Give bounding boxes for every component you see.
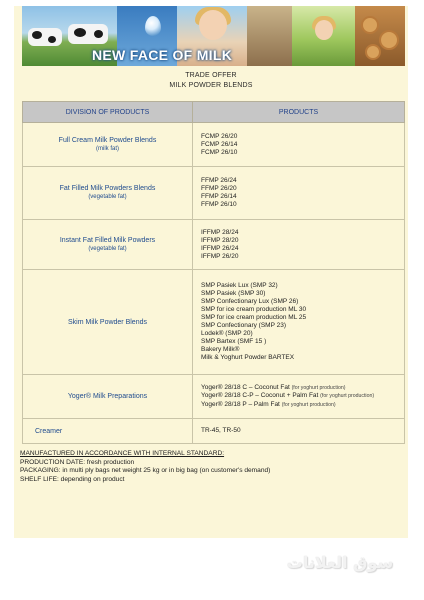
product-item: SMP Pasiek Lux (SMP 32) xyxy=(201,282,278,289)
column-header-products: PRODUCTS xyxy=(193,102,405,123)
product-item xyxy=(201,384,404,393)
division-name: Yoger® Milk Preparations xyxy=(67,393,148,400)
product-item: FFMP 26/20 xyxy=(201,185,237,192)
document-page xyxy=(14,6,408,538)
cow-illustration xyxy=(28,28,62,46)
product-item: IFFMP 28/20 xyxy=(201,236,239,244)
division-cell xyxy=(23,220,193,270)
header-banner xyxy=(22,6,405,66)
product-item: IFFMP 26/24 xyxy=(201,244,239,252)
offer-subtitle: MILK POWDER BLENDS xyxy=(169,82,253,89)
division-note: (vegetable fat) xyxy=(88,245,127,252)
product-note: (for yoghurt production) xyxy=(320,393,375,400)
table-row xyxy=(23,419,405,444)
product-item: SMP for ice cream production ML 30 xyxy=(201,306,307,313)
product-name: Yoger® 28/18 C-P – Coconut + Palm Fat xyxy=(201,392,319,400)
division-name: Creamer xyxy=(35,427,63,435)
product-item: Milk & Yoghurt Powder BARTEX xyxy=(201,354,295,361)
product-item: SMP Confectionary Lux (SMP 26) xyxy=(201,298,299,305)
product-item: FFMP 26/24 xyxy=(201,177,237,184)
table-row xyxy=(23,375,405,419)
table-row xyxy=(23,270,405,375)
banner-photo-field xyxy=(292,6,355,66)
division-cell xyxy=(23,270,193,375)
product-item: Bakery Milk® xyxy=(201,346,240,353)
product-note: (for yoghurt production) xyxy=(281,401,336,408)
products-cell xyxy=(193,220,405,270)
banner-photo-drink xyxy=(247,6,292,66)
division-name: Instant Fat Filled Milk Powders xyxy=(59,236,156,244)
table-row xyxy=(23,123,405,167)
products-cell xyxy=(193,123,405,167)
banner-photo-cookies xyxy=(355,6,405,66)
division-note: (vegetable fat) xyxy=(88,194,127,200)
product-note: (for yoghurt production) xyxy=(291,384,346,391)
product-item xyxy=(201,392,404,401)
watermark-logo: سوق العلانات xyxy=(286,553,394,572)
product-item: Lodek® (SMP 20) xyxy=(201,330,253,337)
division-name: Skim Milk Powder Blends xyxy=(68,318,147,326)
product-name: Yoger® 28/18 P – Palm Fat xyxy=(201,400,280,408)
offer-title: TRADE OFFER xyxy=(185,72,237,79)
product-item: SMP for ice cream production ML 25 xyxy=(201,314,307,321)
footer-notes xyxy=(20,450,405,484)
column-header-division: DIVISION OF PRODUCTS xyxy=(23,102,193,123)
division-cell xyxy=(23,419,193,444)
product-item: SMP Pasiek (SMP 30) xyxy=(201,290,266,297)
product-name: Yoger® 28/18 C – Coconut Fat xyxy=(201,383,290,391)
division-name: Fat Filled Milk Powders Blends xyxy=(59,185,156,192)
footer-line: PACKAGING: in multi ply bags net weight 25 kg or in big bag (on customer's demand) xyxy=(20,467,271,474)
division-cell xyxy=(23,375,193,419)
milk-drop-icon xyxy=(145,16,161,36)
footer-line: PRODUCTION DATE: fresh production xyxy=(20,458,135,466)
products-cell xyxy=(193,270,405,375)
product-item: FCMP 26/20 xyxy=(201,132,238,140)
products-cell xyxy=(193,375,405,419)
cookie-icon xyxy=(361,16,379,34)
products-cell xyxy=(193,167,405,220)
products-table xyxy=(22,101,405,444)
product-item: FCMP 26/10 xyxy=(201,148,238,156)
product-item: FFMP 26/10 xyxy=(201,201,237,208)
division-name: Full Cream Milk Powder Blends xyxy=(58,136,157,144)
division-note: (milk fat) xyxy=(96,145,119,152)
footer-heading: MANUFACTURED IN ACCORDANCE WITH INTERNAL STANDARD: xyxy=(20,450,225,457)
cow-illustration xyxy=(68,24,108,44)
child-face-icon xyxy=(199,10,227,40)
product-item: IFFMP 26/20 xyxy=(201,252,239,260)
child-face-icon xyxy=(315,20,333,40)
division-cell xyxy=(23,167,193,220)
banner-title: NEW FACE OF MILK xyxy=(92,47,233,63)
product-item: SMP Confectionary (SMP 23) xyxy=(201,322,287,329)
table-header-row xyxy=(23,102,405,123)
product-item: TR-45, TR-50 xyxy=(201,427,241,434)
product-item: FFMP 26/14 xyxy=(201,193,237,200)
table-row xyxy=(23,220,405,270)
product-item: SMP Bartex (SMF 15 ) xyxy=(201,338,267,345)
cookie-icon xyxy=(365,44,381,60)
division-cell xyxy=(23,123,193,167)
products-cell xyxy=(193,419,405,444)
product-item: IFFMP 28/24 xyxy=(201,228,239,236)
product-item: FCMP 26/14 xyxy=(201,140,238,148)
footer-line: SHELF LIFE: depending on product xyxy=(20,475,125,483)
table-row xyxy=(23,167,405,220)
cookie-icon xyxy=(379,30,399,50)
product-item xyxy=(201,401,404,410)
